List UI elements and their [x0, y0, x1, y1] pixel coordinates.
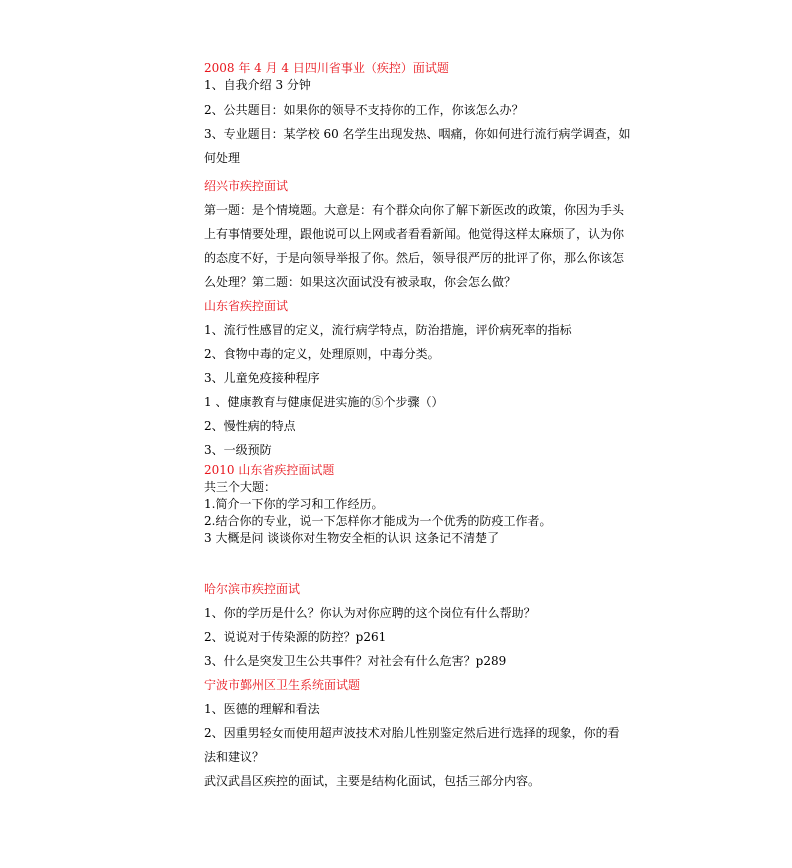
ningbo-item-2: 2、因重男轻女而使用超声波技术对胎儿性别鉴定然后进行选择的现象，你的看: [204, 726, 620, 740]
shandong-2010-item-3: 3 大概是问 谈谈你对生物安全柜的认识 这条记不清楚了: [204, 531, 500, 545]
shandong-item-2: 2、食物中毒的定义，处理原则，中毒分类。: [204, 347, 440, 361]
shandong-item-5: 2、慢性病的特点: [204, 419, 296, 433]
harbin-item-1: 1、你的学历是什么？你认为对你应聘的这个岗位有什么帮助？: [204, 606, 536, 620]
sichuan-item-2: 2、公共题目：如果你的领导不支持你的工作，你该怎么办？: [204, 103, 524, 117]
shandong-2010-item-1: 1.简介一下你的学习和工作经历。: [204, 497, 384, 511]
sichuan-item-1: 1、自我介绍 3 分钟: [204, 78, 311, 92]
section-title-shandong-2010: 2010 山东省疾控面试题: [204, 463, 335, 477]
ningbo-item-2-cont: 法和建议？: [204, 750, 265, 764]
shandong-2010-intro: 共三个大题：: [204, 480, 277, 494]
shaoxing-line-1: 第一题：是个情境题。大意是：有个群众向你了解下新医改的政策，你因为手头: [204, 203, 625, 217]
ningbo-item-1: 1、医德的理解和看法: [204, 702, 320, 716]
section-title-shaoxing: 绍兴市疾控面试: [204, 179, 289, 193]
sichuan-item-3: 3、专业题目：某学校 60 名学生出现发热、咽痛，你如何进行流行病学调查，如: [204, 127, 631, 141]
section-title-ningbo: 宁波市鄞州区卫生系统面试题: [204, 678, 361, 692]
section-title-shandong: 山东省疾控面试: [204, 299, 289, 313]
section-title-harbin: 哈尔滨市疾控面试: [204, 582, 301, 596]
document-page: [204, 60, 644, 793]
shandong-2010-item-2: 2.结合你的专业，说一下怎样你才能成为一个优秀的防疫工作者。: [204, 514, 552, 528]
sichuan-item-3-cont: 何处理: [204, 151, 241, 165]
wuhan-note: 武汉武昌区疾控的面试，主要是结构化面试，包括三部分内容。: [204, 774, 541, 788]
shandong-item-4: 1 、健康教育与健康促进实施的⑤个步骤（）: [204, 395, 444, 409]
section-title-sichuan: 2008 年 4 月 4 日四川省事业（疾控）面试题: [204, 61, 449, 75]
shandong-item-3: 3、儿童免疫接种程序: [204, 371, 320, 385]
shaoxing-line-2: 上有事情要处理，跟他说可以上网或者看看新闻。他觉得这样太麻烦了，认为你: [204, 227, 625, 241]
harbin-item-2: 2、说说对于传染源的防控？p261: [204, 630, 387, 644]
shaoxing-line-4: 么处理？第二题：如果这次面试没有被录取，你会怎么做？: [204, 275, 517, 289]
shandong-item-1: 1、流行性感冒的定义，流行病学特点，防治措施，评价病死率的指标: [204, 323, 572, 337]
shandong-item-6: 3、一级预防: [204, 443, 272, 457]
shaoxing-line-3: 的态度不好，于是向领导举报了你。然后，领导很严厉的批评了你，那么你该怎: [204, 251, 625, 265]
harbin-item-3: 3、什么是突发卫生公共事件？对社会有什么危害？p289: [204, 654, 507, 668]
